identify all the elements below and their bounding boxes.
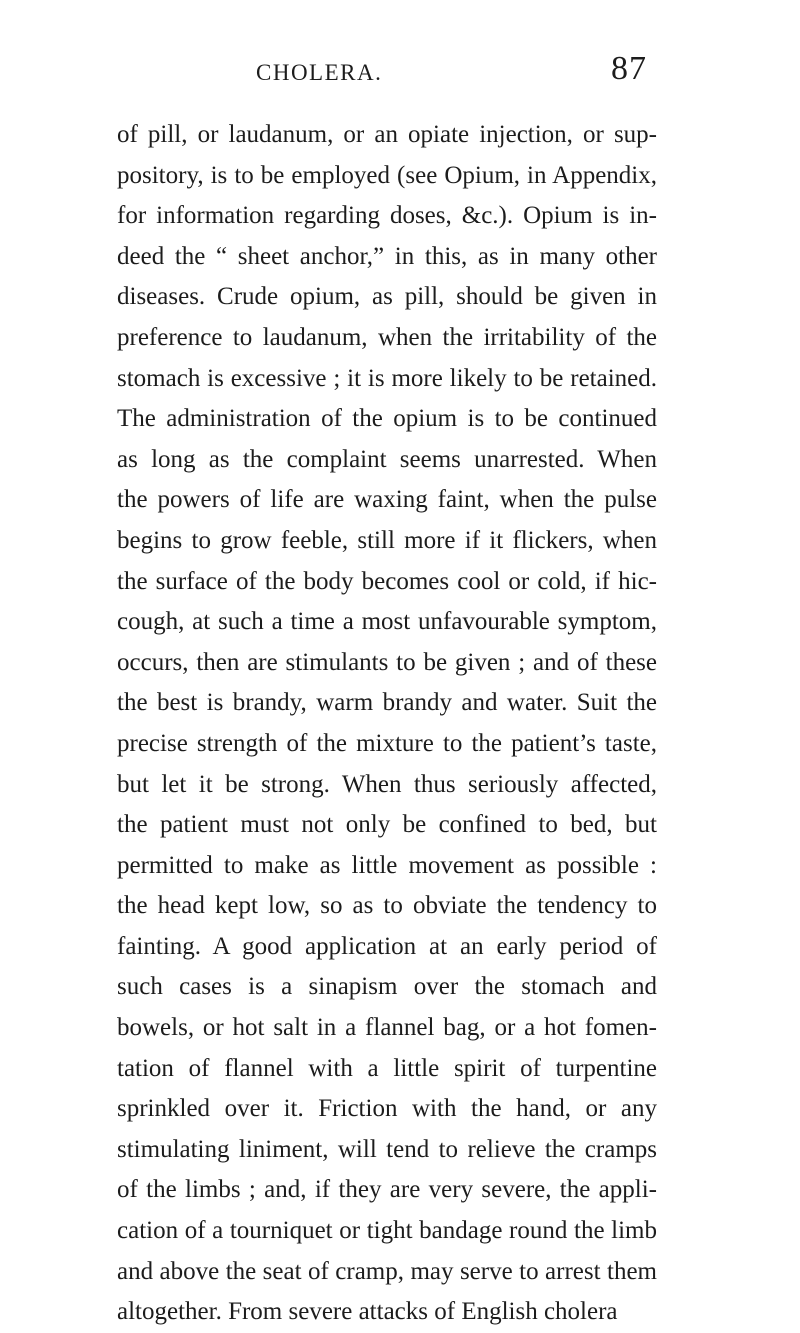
text-line: the powers of life are waxing faint, when the pulse — [117, 486, 657, 514]
text-line: fainting. A good application at an early period of — [117, 932, 657, 960]
running-head — [0, 52, 800, 92]
text-line: cough, at such a time a most unfavourable symptom, — [117, 608, 657, 636]
text-line: of pill, or laudanum, or an opiate injection, or sup- — [117, 121, 657, 148]
text-line: permitted to make as little movement as possible : — [117, 851, 657, 879]
text-line: cation of a tourniquet or tight bandage round the limb — [117, 1217, 657, 1245]
text-line: stomach is excessive ; it is more likely to be retained. — [117, 364, 657, 392]
text-line: occurs, then are stimulants to be given ; and of these — [117, 648, 657, 676]
text-line: and above the seat of cramp, may serve to arrest them — [117, 1257, 657, 1285]
text-line: pository, is to be employed (see Opium, in Appendix, — [117, 161, 657, 189]
page-number: 87 — [611, 50, 647, 87]
text-line: precise strength of the mixture to the patient’s taste, — [117, 729, 657, 757]
text-line: but let it be strong. When thus seriously affected, — [117, 770, 657, 798]
text-line: stimulating liniment, will tend to relieve the cramps — [117, 1135, 657, 1163]
text-line: begins to grow feeble, still more if it flickers, when — [117, 526, 657, 554]
text-line: The administration of the opium is to be continued — [117, 405, 657, 433]
text-line: diseases. Crude opium, as pill, should be given in — [117, 283, 657, 311]
text-line: sprinkled over it. Friction with the hand, or any — [117, 1095, 657, 1123]
text-line: the surface of the body becomes cool or cold, if hic- — [117, 567, 657, 595]
text-line: the head kept low, so as to obviate the tendency to — [117, 892, 657, 920]
text-line: the best is brandy, warm brandy and water. Suit the — [117, 689, 657, 717]
text-line: the patient must not only be confined to bed, but — [117, 811, 657, 839]
text-line: deed the “ sheet anchor,” in this, as in many other — [117, 242, 657, 270]
body-text — [117, 115, 657, 1333]
text-line: as long as the complaint seems unarrested. When — [117, 445, 657, 473]
text-line: tation of flannel with a little spirit of turpentine — [117, 1054, 657, 1082]
text-line: for information regarding doses, &c.). Opium is in- — [117, 202, 657, 230]
text-line: of the limbs ; and, if they are very severe, the appli- — [117, 1176, 657, 1204]
running-head-title: CHOLERA. — [256, 60, 383, 85]
text-line: preference to laudanum, when the irritability of the — [117, 323, 657, 351]
text-line: altogether. From severe attacks of English cholera — [117, 1298, 618, 1326]
text-line: such cases is a sinapism over the stomach and — [117, 973, 657, 1001]
text-line: bowels, or hot salt in a flannel bag, or a hot fomen- — [117, 1014, 657, 1042]
